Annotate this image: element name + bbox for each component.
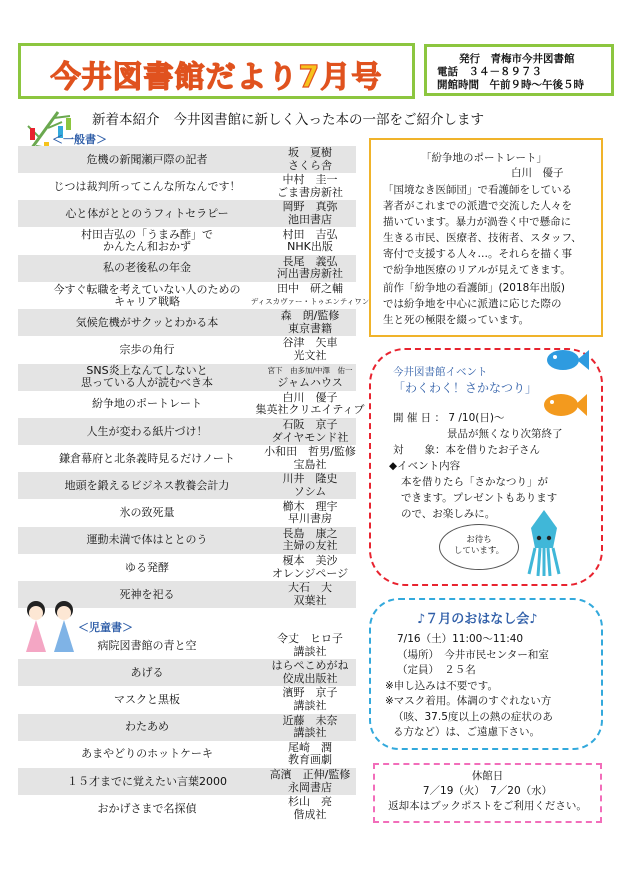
book-publisher: 早川書房 bbox=[288, 512, 332, 526]
book-title-line: 人生が変わる紙片づけ！ bbox=[86, 424, 208, 438]
storytime-box bbox=[369, 598, 603, 750]
book-author: 宮下 由多加/中澤 佑一 bbox=[267, 365, 353, 375]
book-title bbox=[28, 500, 266, 527]
book-credit bbox=[264, 632, 356, 659]
book-credit bbox=[264, 581, 356, 608]
storytime-title: ♪７月のおはなし会♪ bbox=[417, 612, 538, 627]
title-banner bbox=[18, 43, 415, 99]
book-credit bbox=[264, 714, 356, 741]
book-title bbox=[28, 255, 266, 282]
book-publisher: さくら舎 bbox=[288, 158, 332, 172]
book-author: 尾崎 潤 bbox=[288, 740, 332, 754]
event-content-3: ので、お楽しみに。 bbox=[401, 508, 496, 520]
book-author: 谷津 矢車 bbox=[282, 336, 338, 350]
book-author: 杉山 亮 bbox=[288, 795, 332, 809]
closed-days-box bbox=[373, 763, 602, 823]
book-credit bbox=[264, 768, 356, 795]
new-books-intro bbox=[92, 108, 484, 128]
event-content-label: ◆イベント内容 bbox=[389, 460, 461, 472]
book-publisher: ダイヤモンド社 bbox=[271, 430, 349, 444]
book-credit bbox=[264, 418, 356, 445]
book-credit bbox=[255, 390, 365, 418]
event-target: 対 象：本を借りたお子さん bbox=[393, 444, 540, 456]
book-author: 岡野 真弥 bbox=[282, 200, 338, 214]
book-title-line: あげる bbox=[130, 665, 164, 679]
squid-icon bbox=[521, 508, 567, 578]
book-row bbox=[18, 418, 356, 445]
book-row bbox=[18, 500, 356, 527]
book-title bbox=[28, 309, 266, 336]
book-author: 櫛木 理宇 bbox=[282, 499, 338, 513]
book-row bbox=[18, 554, 356, 581]
book-credit bbox=[264, 659, 356, 686]
book-credit bbox=[264, 336, 356, 363]
book-title-line: 私の老後私の年金 bbox=[103, 261, 191, 275]
book-title bbox=[28, 228, 266, 255]
book-row bbox=[18, 309, 356, 336]
event-date: 開 催 日 ： 7 /10(日)～ bbox=[393, 412, 505, 424]
book-author: 長尾 義弘 bbox=[282, 254, 338, 268]
storytime-line: （咳、37.5度以上の熱の症状のあ bbox=[393, 710, 553, 723]
book-row bbox=[18, 173, 356, 200]
book-publisher: 池田書店 bbox=[288, 212, 332, 226]
book-credit bbox=[264, 200, 356, 227]
book-publisher: オレンジページ bbox=[271, 566, 349, 580]
book-row bbox=[18, 714, 356, 741]
book-title bbox=[28, 364, 266, 391]
book-row bbox=[18, 768, 356, 795]
book-title-line: 運動未満で体はととのう bbox=[86, 533, 208, 547]
newsletter-title: 今井図書館だより7月号 bbox=[50, 60, 383, 95]
book-author: 榎本 美沙 bbox=[282, 554, 338, 567]
review-author: 白川 優子 bbox=[511, 167, 564, 179]
storytime-line: 7/16（土）11:00～11:40 bbox=[397, 633, 524, 645]
book-title-line: 氷の致死量 bbox=[119, 506, 175, 520]
book-credit bbox=[264, 364, 356, 391]
book-title-line: 紛争地のポートレート bbox=[92, 397, 202, 411]
review-line: 生きる市民、医療者、技術者、スタッフ、 bbox=[383, 232, 582, 244]
book-title-line: １５才までに覚えたい言葉2000 bbox=[67, 774, 227, 788]
book-review-box bbox=[369, 138, 603, 337]
book-publisher: 集英社クリエイティブ bbox=[255, 403, 365, 417]
book-author: 中村 圭一 bbox=[282, 173, 338, 187]
book-row bbox=[18, 795, 356, 822]
book-credit bbox=[264, 228, 356, 255]
book-row bbox=[18, 146, 356, 173]
book-credit bbox=[250, 282, 370, 309]
book-publisher: 講談社 bbox=[293, 644, 327, 658]
review-line: 寄付で支援する人々…。それらを描く事 bbox=[383, 248, 572, 260]
section-children: ＜児童書＞ bbox=[78, 621, 133, 634]
book-title-line: 鎌倉幕府と北条義時見るだけノート bbox=[59, 451, 235, 465]
book-author: 川井 隆史 bbox=[282, 472, 338, 486]
closed-note: 返却本はブックポストをご利用ください。 bbox=[388, 800, 587, 812]
book-publisher: 東京書籍 bbox=[288, 321, 332, 335]
book-title bbox=[28, 418, 266, 445]
book-publisher: ソシム bbox=[293, 484, 327, 498]
book-row bbox=[18, 686, 356, 713]
book-title bbox=[28, 200, 266, 227]
book-title bbox=[28, 659, 266, 686]
info-hours: 開館時間 午前９時～午後５時 bbox=[437, 79, 584, 91]
bubble-line-1: お待ち bbox=[466, 535, 492, 545]
book-publisher: 永岡書店 bbox=[288, 780, 332, 794]
info-phone: 電話 ３４－８９７３ bbox=[437, 66, 542, 78]
storytime-line: （場所） 今井市民センター和室 bbox=[397, 648, 549, 661]
book-author: 石阪 京子 bbox=[282, 418, 338, 431]
book-author: 大石 大 bbox=[288, 581, 332, 595]
book-credit bbox=[264, 554, 356, 581]
bubble-line-2: しています。 bbox=[453, 546, 505, 556]
book-title-line: 地頭を鍛えるビジネス教養会計力 bbox=[64, 478, 230, 492]
book-row bbox=[18, 255, 356, 282]
book-title-line: 病院図書館の青と空 bbox=[97, 638, 197, 652]
closed-dates: 7／19（火） 7／20（水） bbox=[422, 785, 553, 797]
speech-bubble bbox=[439, 524, 519, 570]
book-row bbox=[18, 527, 356, 554]
book-title bbox=[28, 795, 266, 822]
book-title-line: 宗歩の角行 bbox=[119, 342, 175, 356]
book-author: 近藤 未奈 bbox=[282, 713, 338, 727]
book-title bbox=[28, 632, 266, 659]
book-title bbox=[28, 445, 266, 472]
book-publisher: 講談社 bbox=[293, 726, 327, 740]
book-title bbox=[28, 768, 266, 795]
event-box bbox=[369, 348, 603, 586]
book-credit bbox=[264, 445, 356, 472]
event-content-1: 本を借りたら「さかなつり」が bbox=[401, 476, 548, 488]
book-title-line: マスクと黒板 bbox=[114, 692, 180, 706]
blue-fish-icon bbox=[543, 344, 591, 376]
book-author: 小和田 哲男/監修 bbox=[264, 445, 356, 459]
event-content-2: できます。プレゼントもあります bbox=[401, 492, 558, 504]
orange-fish-icon bbox=[539, 388, 589, 422]
book-title-line: じつは裁判所ってこんな所なんです！ bbox=[53, 179, 241, 193]
book-row bbox=[18, 390, 365, 418]
book-row bbox=[18, 364, 356, 391]
book-author: 白川 優子 bbox=[282, 390, 338, 404]
book-credit bbox=[264, 255, 356, 282]
book-publisher: ごま書房新社 bbox=[277, 185, 343, 199]
book-publisher: 講談社 bbox=[293, 698, 327, 712]
book-credit bbox=[264, 795, 356, 822]
review-line: 生と死の極限を綴っています。 bbox=[383, 314, 530, 326]
storytime-line: （定員） ２５名 bbox=[397, 664, 476, 676]
book-author: 田中 研之輔 bbox=[277, 282, 343, 295]
book-title-line: 危機の新聞瀬戸際の記者 bbox=[86, 152, 208, 166]
book-title bbox=[28, 282, 266, 309]
book-credit bbox=[264, 309, 356, 336]
book-author: 濱野 京子 bbox=[282, 686, 338, 700]
event-title: 「わくわく！さかなつり」 bbox=[393, 381, 538, 395]
publisher-info-box bbox=[424, 44, 614, 96]
storytime-line: ※申し込みは不要です。 bbox=[385, 679, 498, 692]
book-credit bbox=[264, 741, 356, 768]
event-label: 今井図書館イベント bbox=[393, 366, 488, 378]
section-general: ＜一般書＞ bbox=[52, 133, 107, 146]
book-author: 令丈 ヒロ子 bbox=[277, 632, 343, 645]
book-publisher: 双葉社 bbox=[293, 593, 327, 607]
book-title bbox=[28, 527, 266, 554]
book-row bbox=[18, 741, 356, 768]
review-line: 著者がこれまでの派遣で交流した人々を bbox=[383, 200, 572, 212]
book-row bbox=[18, 472, 356, 499]
book-row bbox=[18, 336, 356, 363]
book-row bbox=[18, 632, 356, 659]
book-title-line: 死神を祀る bbox=[119, 587, 175, 601]
review-title: 「紛争地のポートレート」 bbox=[421, 152, 547, 164]
book-author: 森 朗/監修 bbox=[280, 309, 340, 323]
review-line: では紛争地を中心に派遣に応じた際の bbox=[383, 298, 562, 310]
book-title bbox=[28, 741, 266, 768]
review-line: で紛争地医療のリアルが見えてきます。 bbox=[383, 264, 571, 276]
book-author: 坂 夏樹 bbox=[288, 146, 332, 159]
book-publisher: 河出書房新社 bbox=[277, 267, 343, 281]
book-row bbox=[18, 200, 356, 227]
book-title bbox=[28, 554, 266, 581]
review-line: 「国境なき医師団」で看護師をしている bbox=[383, 184, 572, 196]
book-publisher: NHK出版 bbox=[287, 240, 333, 254]
book-title-line: 気候危機がサクッとわかる本 bbox=[75, 315, 219, 329]
book-title bbox=[28, 714, 266, 741]
book-publisher: ジャムハウス bbox=[277, 376, 343, 390]
book-author: はらぺこめがね bbox=[271, 659, 349, 673]
book-credit bbox=[264, 472, 356, 499]
book-title-line: おかげさまで名探偵 bbox=[97, 801, 197, 815]
book-row bbox=[18, 282, 370, 309]
book-credit bbox=[264, 173, 356, 200]
book-publisher: ディスカヴァー・トゥエンティワン bbox=[250, 296, 370, 306]
book-title bbox=[28, 391, 266, 418]
book-title-line: 今すぐ転職を考えていない人のための bbox=[53, 282, 241, 296]
book-publisher: 偕成社 bbox=[293, 807, 327, 821]
book-title-line: 心と体がととのうフィトセラピー bbox=[65, 206, 229, 220]
book-row bbox=[18, 228, 356, 255]
review-line: 前作「紛争地の看護師」(2018年出版) bbox=[383, 282, 565, 294]
book-credit bbox=[264, 146, 356, 173]
book-title-line: 村田吉弘の「うまみ酢」で bbox=[81, 228, 213, 242]
book-title bbox=[28, 146, 266, 173]
book-title bbox=[28, 686, 266, 713]
book-publisher: 主婦の友社 bbox=[282, 539, 338, 553]
intro-label: 新着本紹介 bbox=[92, 112, 160, 128]
book-title bbox=[28, 472, 266, 499]
book-publisher: 佼成出版社 bbox=[282, 671, 338, 685]
book-credit bbox=[264, 686, 356, 713]
book-title-line: ゆる発酵 bbox=[125, 560, 169, 574]
closed-label: 休館日 bbox=[471, 770, 504, 782]
book-title bbox=[28, 173, 266, 200]
book-credit bbox=[264, 500, 356, 527]
book-publisher: 宝島社 bbox=[293, 457, 327, 471]
book-title-line: かんたん和おかず bbox=[103, 240, 191, 254]
event-date-note: 景品が無くなり次第終了 bbox=[447, 428, 563, 440]
storytime-line: ※マスク着用。体調のすぐれない方 bbox=[385, 695, 552, 707]
book-publisher: 教育画劇 bbox=[288, 753, 332, 767]
book-author: 長島 康之 bbox=[282, 526, 338, 540]
book-credit bbox=[264, 527, 356, 554]
storytime-line: る方など）は、ご遠慮下さい。 bbox=[393, 726, 540, 738]
intro-text: 今井図書館に新しく入った本の一部をご紹介します bbox=[173, 112, 484, 128]
review-line: 描いています。暴力が渦巻く中で懸命に bbox=[383, 216, 572, 228]
book-row bbox=[18, 659, 356, 686]
book-title bbox=[28, 336, 266, 363]
book-title-line: わたあめ bbox=[125, 720, 169, 734]
book-row bbox=[18, 445, 356, 472]
book-author: 村田 吉弘 bbox=[282, 227, 338, 241]
book-publisher: 光文社 bbox=[293, 348, 327, 362]
book-title-line: SNS炎上なんてしないと bbox=[86, 364, 208, 378]
info-publisher: 発行 青梅市今井図書館 bbox=[459, 53, 575, 65]
book-title-line: キャリア戦略 bbox=[114, 294, 180, 308]
book-author: 高濱 正伸/監修 bbox=[269, 768, 351, 781]
book-title-line: 思っている人が読むべき本 bbox=[81, 376, 213, 390]
book-title-line: あまやどりのホットケーキ bbox=[81, 747, 213, 761]
